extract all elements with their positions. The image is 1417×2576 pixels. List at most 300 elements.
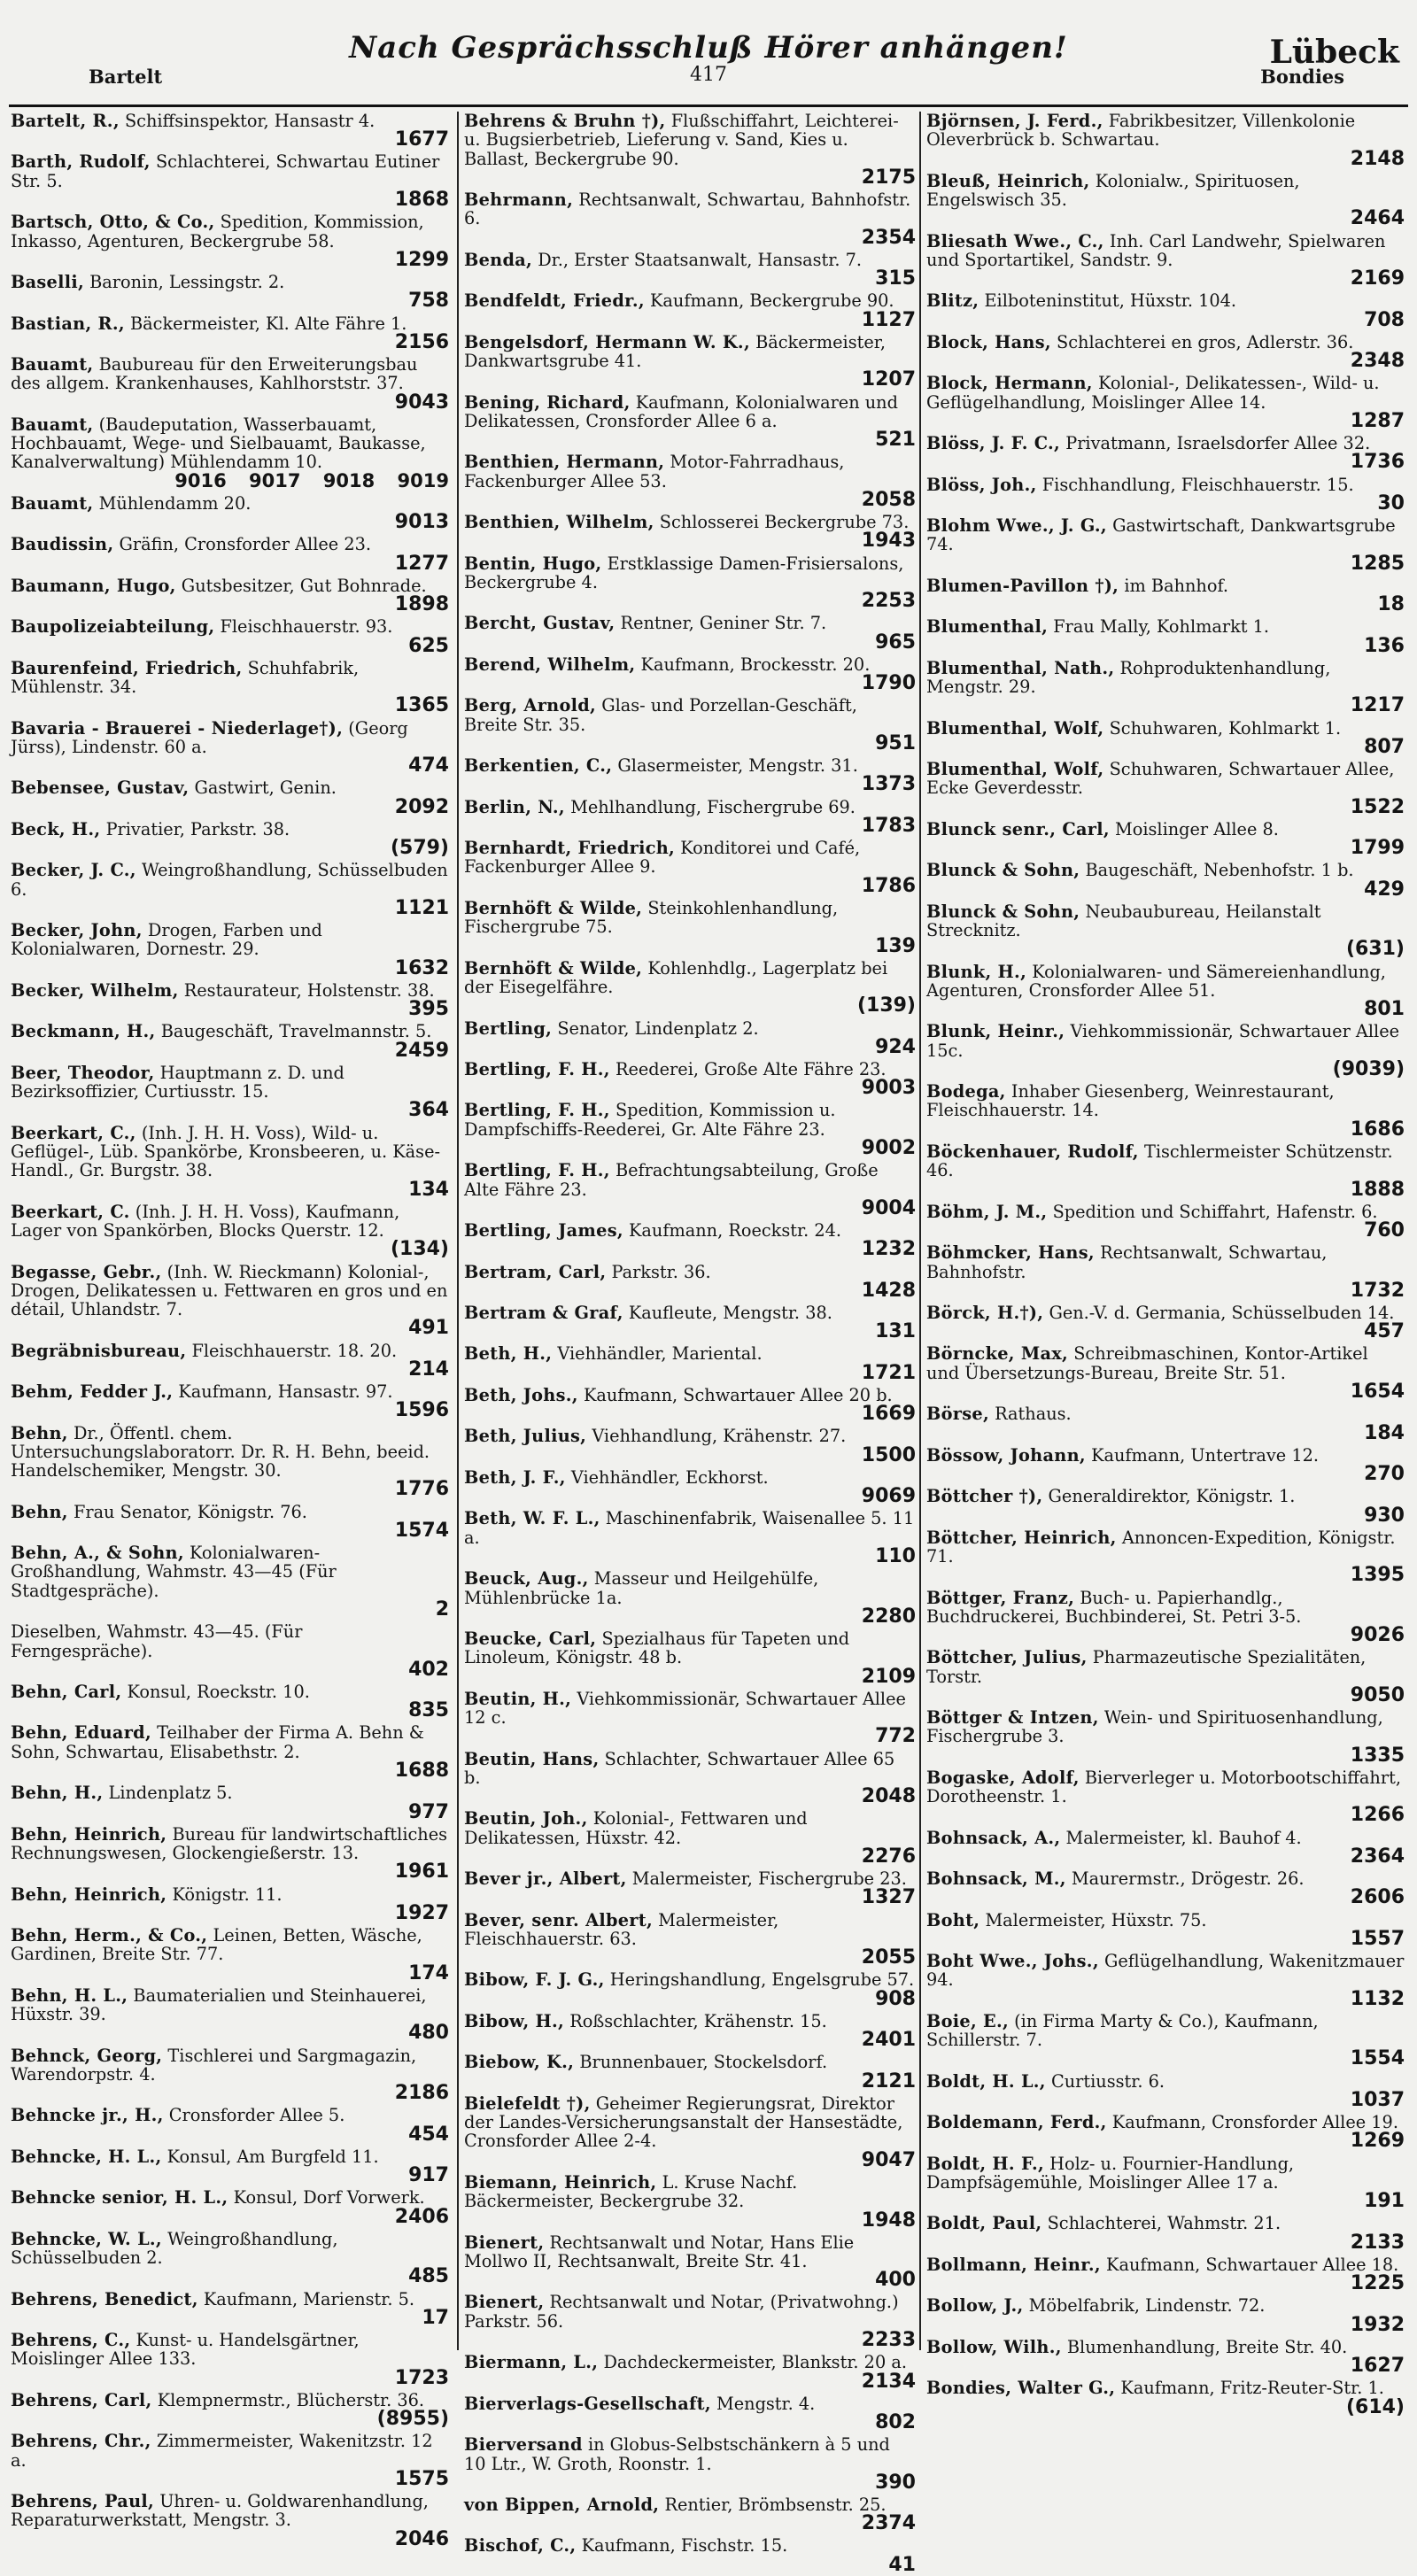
telephone-number: 9004 <box>861 1196 916 1219</box>
entry-text <box>464 2053 916 2071</box>
entry-text <box>926 2255 1405 2274</box>
directory-entry <box>926 576 1405 614</box>
entry-text <box>11 1926 449 1964</box>
telephone-number: 708 <box>1364 308 1405 331</box>
entry-name: Bendfeldt, Friedr., <box>464 290 645 312</box>
directory-entry <box>11 1424 449 1499</box>
entry-description: Baugeschäft, Travelmannstr. 5. <box>160 1021 432 1042</box>
entry-text <box>926 659 1405 697</box>
entry-description: Schiffsinspektor, Hansastr 4. <box>124 111 376 131</box>
entry-description: Kaufmann, Schwartauer Allee 18. <box>1106 2254 1399 2275</box>
entry-text <box>926 1203 1405 1221</box>
entry-description: Malermeister, Fleischhauerstr. 63. <box>464 1909 779 1949</box>
telephone-number: 474 <box>408 754 449 777</box>
entry-description: Eilboteninstitut, Hüxstr. 104. <box>984 290 1237 312</box>
telephone-number: 1037 <box>1350 2088 1405 2111</box>
entry-description: (in Firma Marty & Co.), Kaufmann, Schillerstr. 7. <box>926 2010 1319 2051</box>
entry-description: Kaufleute, Mengstr. 38. <box>628 1303 832 1323</box>
entry-description: Schlachterei en gros, Adlerstr. 36. <box>1057 331 1354 352</box>
entry-description: Steinkohlenhandlung, Fischergrube 75. <box>464 897 839 938</box>
telephone-number: 2401 <box>861 2029 916 2052</box>
telephone-number: 17 <box>422 2306 449 2329</box>
telephone-number: 977 <box>408 1800 449 1823</box>
entry-name: Bever, senr. Albert, <box>464 1909 653 1930</box>
entry-name: Bienert, <box>464 2292 545 2313</box>
entry-text <box>11 2290 449 2309</box>
entry-description: Dachdeckermeister, Blankstr. 20 a. <box>603 2352 907 2373</box>
directory-entry <box>11 1124 449 1199</box>
directory-entry <box>464 2094 916 2170</box>
telephone-number: 2175 <box>861 166 916 189</box>
directory-entry <box>926 2336 1405 2378</box>
directory-entry <box>926 1648 1405 1705</box>
directory-entry <box>926 1082 1405 1139</box>
entry-name: Baumann, Hugo, <box>11 575 176 596</box>
telephone-number: 1554 <box>1350 2047 1405 2070</box>
entry-name: Böhmcker, Hans, <box>926 1242 1095 1264</box>
directory-entry <box>926 1343 1405 1404</box>
entry-text <box>464 1869 916 1888</box>
entry-description: Spedition, Kommission u. Dampfschiffs-Reederei, Gr. Alte Fähre 23. <box>464 1100 836 1140</box>
entry-name: Beutin, Joh., <box>464 1808 588 1830</box>
directory-entry <box>926 291 1405 329</box>
entry-name: Blunck & Sohn, <box>926 901 1080 922</box>
entry-text <box>11 1342 449 1360</box>
telephone-number: 1127 <box>861 308 916 331</box>
telephone-number: 1327 <box>861 1886 916 1909</box>
entry-description: Klempnermstr., Blücherstr. 36. <box>157 2389 425 2410</box>
entry-name: Bever jr., Albert, <box>464 1868 627 1890</box>
entry-text <box>11 617 449 636</box>
entry-description: Fleischhauerstr. 93. <box>220 616 393 638</box>
telephone-number: 9003 <box>861 1077 916 1100</box>
entry-description: Schuhfabrik, Mühlenstr. 34. <box>11 657 360 698</box>
entry-text <box>464 2495 916 2514</box>
directory-entry <box>464 1019 916 1056</box>
directory-entry <box>926 860 1405 901</box>
entry-text <box>464 333 916 371</box>
telephone-number: 2 <box>435 1598 449 1621</box>
entry-text <box>11 2046 449 2085</box>
directory-entry <box>926 2255 1405 2293</box>
entry-description: Holz- u. Fournier-Handlung, Dampfsägemühle, Moislinger Allee 17 a. <box>926 2153 1295 2193</box>
telephone-number: 625 <box>408 634 449 657</box>
directory-entry <box>11 1683 449 1720</box>
entry-name: Boie, E., <box>926 2010 1009 2031</box>
directory-entry <box>11 492 449 534</box>
entry-text <box>464 1386 916 1404</box>
telephone-number: 1961 <box>394 1860 449 1884</box>
telephone-number: 9069 <box>861 1485 916 1508</box>
telephone-number: 1121 <box>394 896 449 919</box>
entry-text <box>464 1809 916 1847</box>
telephone-number: 390 <box>875 2471 916 2494</box>
entry-name: Behncke, W. L., <box>11 2228 162 2249</box>
entry-name: Bliesath Wwe., C., <box>926 230 1104 251</box>
entry-text <box>926 1648 1405 1686</box>
entry-name: Böttcher †), <box>926 1486 1043 1507</box>
directory-entry <box>464 333 916 390</box>
entry-description: Lindenplatz 5. <box>108 1783 233 1804</box>
telephone-number: 454 <box>408 2123 449 2146</box>
telephone-number: 2233 <box>861 2329 916 2352</box>
directory-entry <box>11 2290 449 2327</box>
entry-name: Behncke jr., H., <box>11 2105 164 2126</box>
entry-description: (Inh. J. H. H. Voss), Wild- u. Geflügel-, Lüb. Spankörbe, Kronsbeeren, u. Käse-Handl., Gr. Burgstr. 38. <box>11 1122 440 1181</box>
entry-text <box>464 2435 916 2473</box>
entry-name: Behn, Carl, <box>11 1681 122 1702</box>
directory-entry <box>464 2535 916 2576</box>
entry-description: Masseur und Heilgehülfe, Mühlenbrücke 1a. <box>464 1568 819 1608</box>
directory-entry <box>464 393 916 450</box>
entry-description: Weingroßhandlung, Schüsselbuden 2. <box>11 2228 338 2269</box>
entry-name: Blöss, J. F. C., <box>926 433 1061 454</box>
entry-description: Gutsbesitzer, Gut Bohnrade. <box>181 575 427 596</box>
entry-name: von Bippen, Arnold, <box>464 2495 660 2515</box>
entry-text <box>464 2353 916 2371</box>
entry-name: Boht, <box>926 1909 980 1930</box>
directory-entry <box>11 1885 449 1922</box>
entry-name: Bertling, <box>464 1017 553 1039</box>
entry-text <box>926 2072 1405 2091</box>
telephone-number: 2092 <box>394 795 449 818</box>
telephone-number: 1277 <box>394 552 449 575</box>
directory-entry <box>11 1503 449 1540</box>
directory-entry <box>926 2154 1405 2211</box>
entry-name: Beth, H., <box>464 1343 553 1365</box>
entry-text <box>464 2012 916 2031</box>
directory-entry <box>926 112 1405 168</box>
directory-entry <box>926 1022 1405 1079</box>
telephone-number: 1790 <box>861 672 916 695</box>
entry-text <box>926 1344 1405 1382</box>
entry-text <box>11 2188 449 2207</box>
telephone-number: 1557 <box>1350 1927 1405 1950</box>
telephone-number: 131 <box>875 1320 916 1343</box>
directory-entry <box>464 2352 916 2393</box>
directory-entry <box>464 1911 916 1968</box>
entry-description: Schlachter, Schwartauer Allee 65 b. <box>464 1748 895 1788</box>
entry-name: Behn, Heinrich, <box>11 1884 167 1905</box>
entry-name: Biemann, Heinrich, <box>464 2171 657 2193</box>
entry-description: Roßschlachter, Krähenstr. 15. <box>569 2010 827 2031</box>
directory-entry <box>464 1690 916 1746</box>
directory-entry <box>11 415 449 491</box>
entry-name: Bohnsack, A., <box>926 1827 1061 1848</box>
entry-text <box>11 1825 449 1863</box>
directory-entry <box>11 2147 449 2185</box>
running-head-right: Bondies <box>1260 66 1344 88</box>
entry-description: Königstr. 11. <box>172 1884 283 1905</box>
telephone-number: 2058 <box>861 488 916 511</box>
telephone-number: 1732 <box>1350 1279 1405 1302</box>
directory-entry <box>926 2072 1405 2109</box>
entry-text <box>926 963 1405 1001</box>
directory-entry <box>11 1825 449 1882</box>
entry-name: Beth, J. F., <box>464 1466 566 1488</box>
entry-text <box>11 659 449 697</box>
entry-description: Gen.-V. d. Germania, Schüsselbuden 14. <box>1049 1303 1395 1323</box>
telephone-number: 2276 <box>861 1845 916 1868</box>
directory-entry <box>11 921 449 978</box>
directory-entry <box>11 576 449 614</box>
telephone-number: 758 <box>408 290 449 313</box>
directory-entry <box>926 760 1405 816</box>
entry-description: Flußschiffahrt, Leichterei- u. Bugsierbetrieb, Lieferung v. Sand, Kies u. Ballast, Beckergrube 90. <box>464 111 899 169</box>
entry-name: Blunck & Sohn, <box>926 860 1080 881</box>
telephone-number: 1207 <box>861 368 916 391</box>
directory-entry <box>11 2492 449 2549</box>
entry-name: Blumenthal, Wolf, <box>926 717 1104 739</box>
directory-entry <box>926 963 1405 1019</box>
entry-text <box>464 1161 916 1199</box>
entry-text <box>464 1060 916 1079</box>
entry-text <box>926 172 1405 210</box>
entry-text <box>464 798 916 816</box>
entry-description: Spedition und Schiffahrt, Hafenstr. 6. <box>1052 1201 1378 1222</box>
telephone-number: 1574 <box>394 1519 449 1542</box>
entry-description: Viehkommissionär, Schwartauer Allee 15c. <box>926 1021 1400 1061</box>
directory-entry <box>464 554 916 611</box>
telephone-number: 1686 <box>1350 1118 1405 1141</box>
telephone-number: (631) <box>1345 938 1405 961</box>
entry-text <box>926 476 1405 494</box>
directory-entry <box>926 1303 1405 1341</box>
entry-description: Brunnenbauer, Stockelsdorf. <box>579 2052 828 2073</box>
entry-text <box>464 2293 916 2331</box>
entry-name: Boht Wwe., Johs., <box>926 1951 1099 1972</box>
entry-description: Schuhwaren, Kohlmarkt 1. <box>1109 717 1342 739</box>
entry-name: Behrens, Chr., <box>11 2431 151 2452</box>
entry-name: Behn, Eduard, <box>11 1722 151 1744</box>
entry-description: Schlachterei, Schwartau Eutiner Str. 5. <box>11 151 440 191</box>
telephone-number: 18 <box>1377 593 1405 616</box>
directory-entry <box>926 1528 1405 1585</box>
entry-name: Bibow, F. J. G., <box>464 1969 605 1991</box>
running-head-left: Bartelt <box>89 66 163 88</box>
column-divider <box>457 112 459 2350</box>
entry-name: Begräbnisbureau, <box>11 1340 187 1361</box>
entry-description: Inhaber Giesenberg, Weinrestaurant, Fleischhauerstr. 14. <box>926 1081 1335 1121</box>
telephone-number: 2459 <box>394 1039 449 1062</box>
directory-entry <box>926 1486 1405 1527</box>
entry-text <box>464 554 916 592</box>
entry-name: Behrens, Paul, <box>11 2491 155 2512</box>
entry-text <box>926 2113 1405 2131</box>
entry-text <box>926 1404 1405 1423</box>
entry-text <box>464 2173 916 2211</box>
telephone-number: 1723 <box>394 2366 449 2389</box>
entry-description: Glasermeister, Mengstr. 31. <box>617 755 858 777</box>
entry-text <box>464 1750 916 1788</box>
entry-text <box>11 273 449 291</box>
telephone-number: 1373 <box>861 773 916 796</box>
entry-name: Behm, Fedder J., <box>11 1381 174 1403</box>
directory-entry <box>11 1064 449 1120</box>
entry-text <box>11 1683 449 1701</box>
entry-text <box>464 1344 916 1363</box>
entry-description: Kaufmann, Brockesstr. 20. <box>640 654 871 675</box>
directory-entry <box>464 1969 916 2010</box>
entry-text <box>11 981 449 1000</box>
running-head-city: Lübeck <box>1269 34 1399 71</box>
directory-entry <box>11 2230 449 2286</box>
directory-entry <box>11 861 449 917</box>
entry-text <box>926 820 1405 839</box>
telephone-number: 908 <box>875 1987 916 2010</box>
telephone-number: 1721 <box>861 1361 916 1384</box>
entry-name: Boldt, H. F., <box>926 2153 1045 2174</box>
directory-entry <box>926 902 1405 959</box>
directory-entry <box>11 719 449 776</box>
entry-name: Bengelsdorf, Hermann W. K., <box>464 331 750 352</box>
entry-description: Bureau für landwirtschaftliches Rechnungswesen, Glockengießerstr. 13. <box>11 1823 448 1864</box>
entry-description: Konditorei und Café, Fackenburger Allee 9. <box>464 838 861 878</box>
directory-entry <box>11 2105 449 2146</box>
directory-entry <box>926 2213 1405 2254</box>
entry-description: Rechtsanwalt, Schwartau, Bahnhofstr. <box>926 1242 1328 1282</box>
entry-description: Kaufmann, Beckergrube 90. <box>650 290 894 312</box>
entry-description: Kolonialw., Spirituosen, Engelswisch 35. <box>926 170 1300 211</box>
entry-name: Börse, <box>926 1404 989 1425</box>
directory-entry <box>11 1986 449 2043</box>
entry-name: Behrens, Benedict, <box>11 2288 198 2309</box>
entry-description: Spedition, Kommission, Inkasso, Agenturen, Beckergrube 58. <box>11 212 424 251</box>
entry-name: Becker, John, <box>11 920 143 941</box>
entry-description: Uhren- u. Goldwarenhandlung, Reparaturwerkstatt, Mengstr. 3. <box>11 2491 429 2531</box>
entry-name: Bastian, R., <box>11 313 125 334</box>
entry-name: Bernhöft & Wilde, <box>464 957 643 979</box>
telephone-number: 1335 <box>1350 1744 1405 1767</box>
telephone-number: 395 <box>408 998 449 1021</box>
entry-text <box>464 839 916 877</box>
entry-description: Malermeister, kl. Bauhof 4. <box>1065 1827 1302 1848</box>
entry-text <box>926 719 1405 738</box>
entry-description: Reederei, Große Alte Fähre 23. <box>615 1058 887 1079</box>
entry-description: Gastwirt, Genin. <box>194 777 337 799</box>
entry-description: Gastwirtschaft, Dankwartsgrube 74. <box>926 515 1396 555</box>
entry-text <box>926 2338 1405 2356</box>
entry-text <box>926 1303 1405 1322</box>
directory-column-3 <box>926 111 1405 2418</box>
telephone-number: 2048 <box>861 1785 916 1808</box>
telephone-number: 2348 <box>1350 350 1405 373</box>
entry-text <box>464 1911 916 1949</box>
entry-description: Malermeister, Fischergrube 23. <box>631 1868 907 1890</box>
entry-text <box>11 213 449 251</box>
entry-text <box>926 2379 1405 2397</box>
entry-description: Rechtsanwalt und Notar, Hans Elie Mollwo II, Rechtsanwalt, Breite Str. 41. <box>464 2232 855 2271</box>
directory-entry <box>464 959 916 1016</box>
entry-text <box>464 190 916 228</box>
telephone-number: 9043 <box>394 391 449 414</box>
entry-description: Fleischhauerstr. 18. 20. <box>191 1340 398 1361</box>
entry-description: Privatier, Parkstr. 38. <box>105 818 290 839</box>
entry-name: Barth, Rudolf, <box>11 151 151 173</box>
telephone-number: 2046 <box>394 2527 449 2550</box>
telephone-number: 1786 <box>861 874 916 897</box>
entry-name: Blunck senr., Carl, <box>926 818 1110 839</box>
entry-name: Bertram & Graf, <box>464 1303 623 1323</box>
entry-description: Konsul, Dorf Vorwerk. <box>233 2187 425 2209</box>
entry-description: Schuhwaren, Schwartauer Allee, Ecke Geverdesstr. <box>926 759 1395 799</box>
telephone-number: 1669 <box>861 1403 916 1426</box>
entry-text <box>926 1022 1405 1060</box>
telephone-number: 772 <box>875 1725 916 1748</box>
directory-entry <box>926 172 1405 228</box>
entry-name: Bollow, J., <box>926 2295 1024 2317</box>
entry-description: Kaufmann, Fischstr. 15. <box>581 2535 788 2557</box>
directory-entry <box>926 1952 1405 2008</box>
entry-name: Bierverlags-Gesellschaft, <box>464 2393 711 2414</box>
directory-entry <box>464 453 916 509</box>
telephone-number: 1132 <box>1350 1987 1405 2010</box>
entry-name: Behrens, Carl, <box>11 2389 152 2410</box>
entry-description: Rechtsanwalt und Notar, (Privatwohng.) Parkstr. 56. <box>464 2292 899 2332</box>
entry-description: Fabrikbesitzer, Villenkolonie Oleverbrück b. Schwartau. <box>926 111 1356 151</box>
entry-name: Behrens & Bruhn †), <box>464 111 666 131</box>
entry-text <box>11 921 449 959</box>
directory-entry <box>11 979 449 1021</box>
directory-entry <box>926 1243 1405 1300</box>
entry-description: Weingroßhandlung, Schüsselbuden 6. <box>11 860 448 900</box>
directory-entry <box>926 818 1405 860</box>
telephone-number: 1575 <box>394 2467 449 2490</box>
entry-text <box>11 1064 449 1102</box>
entry-text <box>11 778 449 797</box>
entry-description: Glas- und Porzellan-Geschäft, Breite Str. 35. <box>464 695 857 735</box>
directory-entry <box>11 1622 449 1679</box>
entry-name: Blumenthal, <box>926 616 1049 638</box>
entry-description: (Inh. W. Rieckmann) Kolonial-, Drogen, Delikatessen u. Fettwaren en gros und en détail, Uhlandstr. 7. <box>11 1261 448 1320</box>
entry-text <box>11 1203 449 1241</box>
entry-name: Boldemann, Ferd., <box>926 2112 1107 2133</box>
directory-entry <box>464 1161 916 1218</box>
telephone-number: 2374 <box>861 2512 916 2535</box>
entry-text <box>464 1509 916 1547</box>
telephone-number: 457 <box>1364 1320 1405 1343</box>
entry-text <box>464 959 916 997</box>
entry-description: Viehhandlung, Krähenstr. 27. <box>592 1426 847 1447</box>
entry-text <box>926 232 1405 270</box>
directory-entry <box>11 2187 449 2228</box>
directory-entry <box>11 2046 449 2103</box>
entry-description: L. Kruse Nachf. Bäckermeister, Beckergrube 32. <box>464 2171 798 2212</box>
directory-entry <box>11 272 449 313</box>
telephone-number: 2133 <box>1350 2231 1405 2254</box>
directory-entry <box>464 190 916 247</box>
entry-text <box>464 1101 916 1139</box>
entry-text <box>926 112 1405 150</box>
telephone-number: 485 <box>408 2265 449 2288</box>
entry-name: Beckmann, H., <box>11 1021 156 1042</box>
telephone-number: 2156 <box>394 330 449 353</box>
telephone-number: 801 <box>1364 998 1405 1021</box>
telephone-number: 9016 9017 9018 9019 <box>174 469 449 491</box>
entry-text <box>464 899 916 937</box>
telephone-number: 1943 <box>861 530 916 553</box>
entry-name: Begasse, Gebr., <box>11 1261 162 1282</box>
entry-text <box>11 494 449 513</box>
entry-description: Mengstr. 4. <box>716 2393 816 2414</box>
telephone-number: 2169 <box>1350 267 1405 290</box>
telephone-number: 2364 <box>1350 1845 1405 1868</box>
directory-entry <box>926 2012 1405 2069</box>
entry-description: Malermeister, Hüxstr. 75. <box>985 1909 1207 1930</box>
directory-entry <box>464 1809 916 1866</box>
entry-description: Kaufmann, Cronsforder Allee 19. <box>1111 2112 1398 2133</box>
entry-description: Drogen, Farben und Kolonialwaren, Dornestr. 29. <box>11 920 322 960</box>
